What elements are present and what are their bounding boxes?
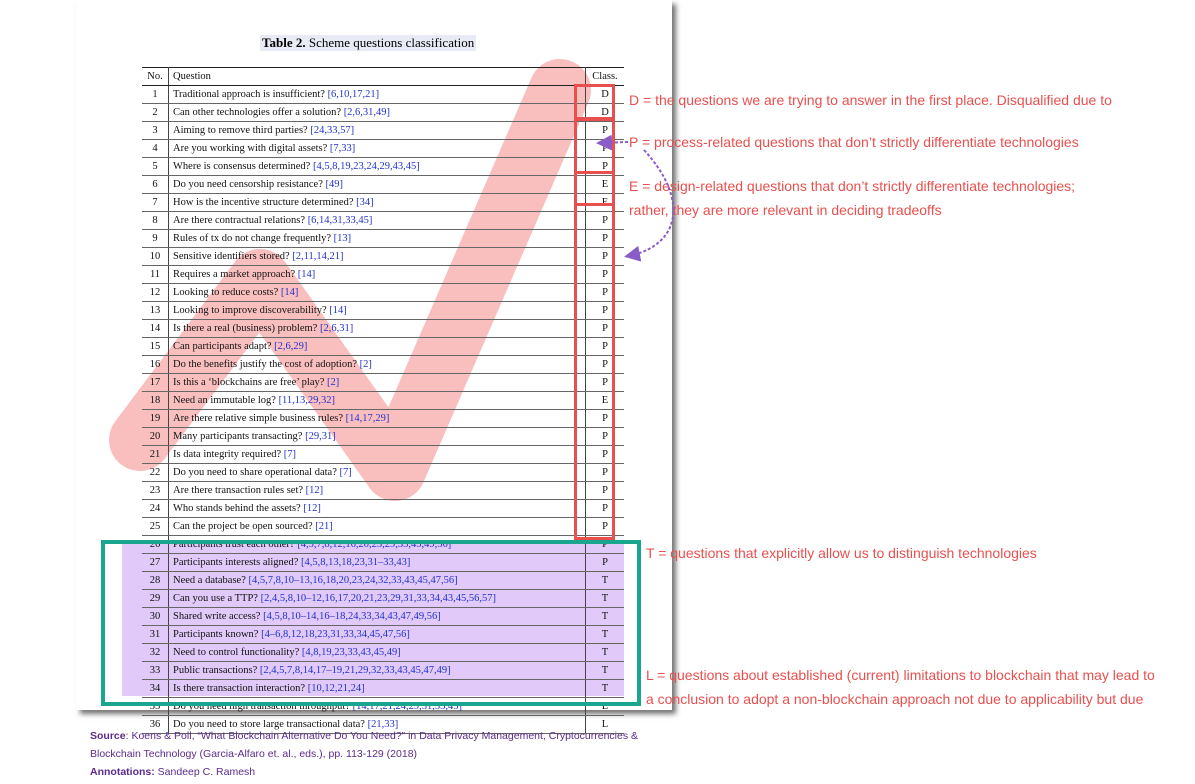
question-text: Public transactions? (173, 664, 258, 676)
row-question (169, 446, 586, 464)
row-class: P (586, 356, 625, 374)
row-number: 25 (142, 518, 169, 536)
row-number: 16 (142, 356, 169, 374)
row-number: 33 (142, 662, 169, 680)
row-class: T (586, 626, 625, 644)
table-row (142, 446, 624, 464)
table-row (142, 356, 624, 374)
row-question (169, 176, 586, 194)
question-text: Many participants transacting? (173, 430, 303, 442)
row-number: 29 (142, 590, 169, 608)
row-question (169, 140, 586, 158)
question-text: Are there contractual relations? (173, 214, 306, 226)
question-text: Are there transaction rules set? (173, 484, 304, 496)
table-row (142, 482, 624, 500)
row-class: D (586, 86, 625, 104)
question-text: Are there relative simple business rules? (173, 412, 343, 424)
row-class: P (586, 410, 625, 428)
table-title-prefix: Table 2. (262, 35, 306, 50)
row-number: 35 (142, 698, 169, 716)
table-row (142, 212, 624, 230)
question-text: Need to control functionality? (173, 646, 300, 658)
question-refs: [14] (329, 304, 347, 316)
row-class: P (586, 338, 625, 356)
row-class: P (586, 122, 625, 140)
question-text: Can the project be open sourced? (173, 520, 313, 532)
question-text: Traditional approach is insufficient? (173, 88, 325, 100)
question-text: Is there a real (business) problem? (173, 322, 318, 334)
row-question (169, 356, 586, 374)
question-text: Do you need to share operational data? (173, 466, 337, 478)
row-question (169, 338, 586, 356)
row-question (169, 392, 586, 410)
table-row (142, 410, 624, 428)
annotation-e-line1: E = design-related questions that don’t strictly differentiate technologies; (629, 178, 1076, 194)
row-class: T (586, 662, 625, 680)
row-question (169, 158, 586, 176)
question-refs: [10,12,21,24] (307, 682, 365, 694)
row-class: E (586, 392, 625, 410)
table-row (142, 104, 624, 122)
row-class: P (586, 464, 625, 482)
table-row (142, 266, 624, 284)
row-number: 23 (142, 482, 169, 500)
table-row (142, 122, 624, 140)
row-class: P (586, 374, 625, 392)
source-line1: : Koens & Poll, “What Blockchain Alternative Do You Need?” in Data Privacy Management, Cryptocurrencies & (125, 730, 639, 742)
question-refs: [29,31] (305, 430, 336, 442)
row-class: P (586, 320, 625, 338)
question-refs: [4,5,8,10–14,16–18,24,33,34,43,47,49,56] (263, 610, 441, 622)
question-refs: [13] (333, 232, 352, 244)
row-number: 9 (142, 230, 169, 248)
row-question (169, 482, 586, 500)
row-number: 11 (142, 266, 169, 284)
table-row (142, 176, 624, 194)
row-number: 7 (142, 194, 169, 212)
question-text: Need a database? (173, 574, 246, 586)
annotation-p: P = process-related questions that don’t strictly differentiate technologies (629, 134, 1079, 150)
annotation-d: D = the questions we are trying to answer in the first place. Disqualified due to (629, 92, 1112, 108)
question-refs: [2,6,29] (274, 340, 308, 352)
row-number: 14 (142, 320, 169, 338)
row-class: P (586, 446, 625, 464)
question-text: How is the incentive structure determined? (173, 196, 354, 208)
question-text: Aiming to remove third parties? (173, 124, 308, 136)
annotations-label: Annotations: (90, 766, 155, 778)
annotations-name: Sandeep C. Ramesh (157, 766, 256, 778)
question-refs: [49] (325, 178, 343, 190)
row-question (169, 302, 586, 320)
row-class: P (586, 230, 625, 248)
question-text: Can participants adapt? (173, 340, 272, 352)
row-number: 15 (142, 338, 169, 356)
source-label: Source (90, 730, 126, 742)
row-class: T (586, 590, 625, 608)
question-text: Is there transaction interaction? (173, 682, 306, 694)
row-number: 28 (142, 572, 169, 590)
row-question (169, 212, 586, 230)
red-box-class-p (574, 118, 615, 540)
question-text: Sensitive identifiers stored? (173, 250, 290, 262)
row-class: P (586, 248, 625, 266)
annotation-l-line2: a conclusion to adopt a non-blockchain approach not due to applicability but due (646, 691, 1144, 707)
table-row (142, 86, 624, 104)
row-number: 5 (142, 158, 169, 176)
annotation-t: T = questions that explicitly allow us to distinguish technologies (646, 545, 1037, 561)
row-number: 1 (142, 86, 169, 104)
row-class: T (586, 680, 625, 698)
question-refs: [4,5,8,19,23,24,29,43,45] (312, 160, 420, 172)
question-refs: [14,17,21,24,29,31,33,45] (352, 700, 463, 712)
row-number: 4 (142, 140, 169, 158)
table-row (142, 194, 624, 212)
row-class: P (586, 554, 625, 572)
row-question (169, 122, 586, 140)
row-number: 30 (142, 608, 169, 626)
question-text: Requires a market approach? (173, 268, 296, 280)
row-class: L (586, 698, 625, 716)
question-text: Can you use a TTP? (173, 592, 258, 604)
row-number: 10 (142, 248, 169, 266)
row-number: 32 (142, 644, 169, 662)
row-number: 6 (142, 176, 169, 194)
question-text: Are you working with digital assets? (173, 142, 328, 154)
row-number: 3 (142, 122, 169, 140)
question-refs: [7] (339, 466, 352, 478)
table-header-row (142, 68, 624, 86)
question-refs: [12] (305, 484, 324, 496)
row-number: 26 (142, 536, 169, 554)
question-refs: [14] (297, 268, 316, 280)
table-row (142, 500, 624, 518)
question-refs: [24,33,57] (310, 124, 355, 136)
table-row (142, 518, 624, 536)
table-title (260, 35, 476, 51)
row-question (169, 410, 586, 428)
question-refs: [2,6,31] (319, 322, 354, 334)
table-row (142, 464, 624, 482)
row-class: E (586, 176, 625, 194)
row-class: P (586, 500, 625, 518)
row-number: 22 (142, 464, 169, 482)
row-number: 13 (142, 302, 169, 320)
row-number: 19 (142, 410, 169, 428)
question-refs: [4,5,7,8,10–13,16,18,20,23,24,32,33,43,45,47,56] (248, 574, 458, 586)
row-class: P (586, 212, 625, 230)
row-number: 36 (142, 716, 169, 734)
header-question: Question (169, 68, 586, 86)
question-refs: [11,13,29,32] (278, 394, 336, 406)
question-text: Is this a ‘blockchains are free’ play? (173, 376, 325, 388)
question-text: Looking to improve discoverability? (173, 304, 327, 316)
annotation-e-line2: rather, they are more relevant in deciding tradeoffs (629, 202, 942, 218)
source-line2: Blockchain Technology (Garcia-Alfaro et. al., eds.), pp. 113-129 (2018) (90, 748, 418, 760)
question-refs: [2,11,14,21] (292, 250, 344, 262)
table-title-text: Scheme questions classification (308, 35, 475, 50)
row-class: T (586, 608, 625, 626)
row-class: P (586, 140, 625, 158)
row-number: 24 (142, 500, 169, 518)
question-refs: [14] (280, 286, 299, 298)
row-class: P (586, 482, 625, 500)
row-class: P (586, 284, 625, 302)
table-row (142, 302, 624, 320)
question-refs: [21,33] (367, 718, 399, 730)
question-text: Participants interests aligned? (173, 556, 299, 568)
row-class: E (586, 194, 625, 212)
row-question (169, 248, 586, 266)
row-number: 8 (142, 212, 169, 230)
row-class: T (586, 644, 625, 662)
question-refs: [4–6,8,12,18,23,31,33,34,45,47,56] (261, 628, 410, 640)
question-text: Need an immutable log? (173, 394, 276, 406)
row-question (169, 266, 586, 284)
table-row (142, 140, 624, 158)
row-number: 20 (142, 428, 169, 446)
teal-box-class-t-l (101, 540, 641, 706)
question-text: Who stands behind the assets? (173, 502, 301, 514)
question-refs: [2] (327, 376, 340, 388)
row-class: P (586, 158, 625, 176)
row-number: 34 (142, 680, 169, 698)
question-refs: [4,5,8,13,18,23,31–33,43] (301, 556, 411, 568)
row-number: 18 (142, 392, 169, 410)
table-row (142, 248, 624, 266)
row-question (169, 104, 586, 122)
row-number: 27 (142, 554, 169, 572)
question-refs: [7] (283, 448, 297, 460)
row-number: 2 (142, 104, 169, 122)
row-class: L (586, 716, 625, 734)
question-text: Participants trust each other? (173, 538, 295, 550)
table-row (142, 374, 624, 392)
table-row (142, 338, 624, 356)
annotation-l-line1: L = questions about established (current) limitations to blockchain that may lead to (646, 667, 1155, 683)
row-number: 17 (142, 374, 169, 392)
question-refs: [2,4,5,7,8,14,17–19,21,29,32,33,43,45,47,49] (259, 664, 451, 676)
question-refs: [2,4,5,8,10–12,16,17,20,21,23,29,31,33,34,43,45,56,57] (260, 592, 496, 604)
question-text: Participants known? (173, 628, 259, 640)
row-question (169, 194, 586, 212)
header-class: Class. (586, 68, 625, 86)
table-row (142, 392, 624, 410)
row-class: P (586, 266, 625, 284)
row-class: P (586, 428, 625, 446)
question-refs: [4,8,19,23,33,43,45,49] (301, 646, 401, 658)
question-refs: [7,33] (329, 142, 356, 154)
table-row (142, 428, 624, 446)
question-text: Do you need to store large transactional data? (173, 718, 365, 730)
row-question (169, 518, 586, 536)
table-row (142, 284, 624, 302)
question-refs: [6,10,17,21] (327, 88, 380, 100)
row-question (169, 284, 586, 302)
question-text: Where is consensus determined? (173, 160, 311, 172)
row-question (169, 500, 586, 518)
row-number: 12 (142, 284, 169, 302)
row-question (169, 464, 586, 482)
question-refs: [6,14,31,33,45] (307, 214, 373, 226)
row-question (169, 230, 586, 248)
table-row (142, 320, 624, 338)
question-text: Shared write access? (173, 610, 261, 622)
question-text: Can other technologies offer a solution? (173, 106, 342, 118)
table-row (142, 158, 624, 176)
question-refs: [4,5,7,8,12,16,20,23,29,33,45,49,56] (297, 538, 452, 550)
question-refs: [2,6,31,49] (343, 106, 391, 118)
table-row (142, 230, 624, 248)
row-class: D (586, 104, 625, 122)
question-text: Do the benefits justify the cost of adoption? (173, 358, 358, 370)
row-question (169, 374, 586, 392)
row-number: 31 (142, 626, 169, 644)
question-text: Do you need high transaction throughput? (173, 700, 351, 712)
question-refs: [21] (315, 520, 333, 532)
row-question (169, 320, 586, 338)
question-text: Looking to reduce costs? (173, 286, 279, 298)
row-number: 21 (142, 446, 169, 464)
row-class: P (586, 302, 625, 320)
red-box-class-d (574, 84, 615, 120)
question-text: Rules of tx do not change frequently? (173, 232, 332, 244)
question-refs: [12] (303, 502, 321, 514)
question-text: Do you need censorship resistance? (173, 178, 323, 190)
source-citation (90, 727, 670, 781)
question-refs: [14,17,29] (345, 412, 390, 424)
question-refs: [2] (359, 358, 372, 370)
question-text: Is data integrity required? (173, 448, 282, 460)
header-no: No. (142, 68, 169, 86)
row-question (169, 428, 586, 446)
row-class: P (586, 536, 625, 554)
row-class: P (586, 518, 625, 536)
row-question (169, 86, 586, 104)
question-refs: [34] (356, 196, 374, 208)
row-class: T (586, 572, 625, 590)
